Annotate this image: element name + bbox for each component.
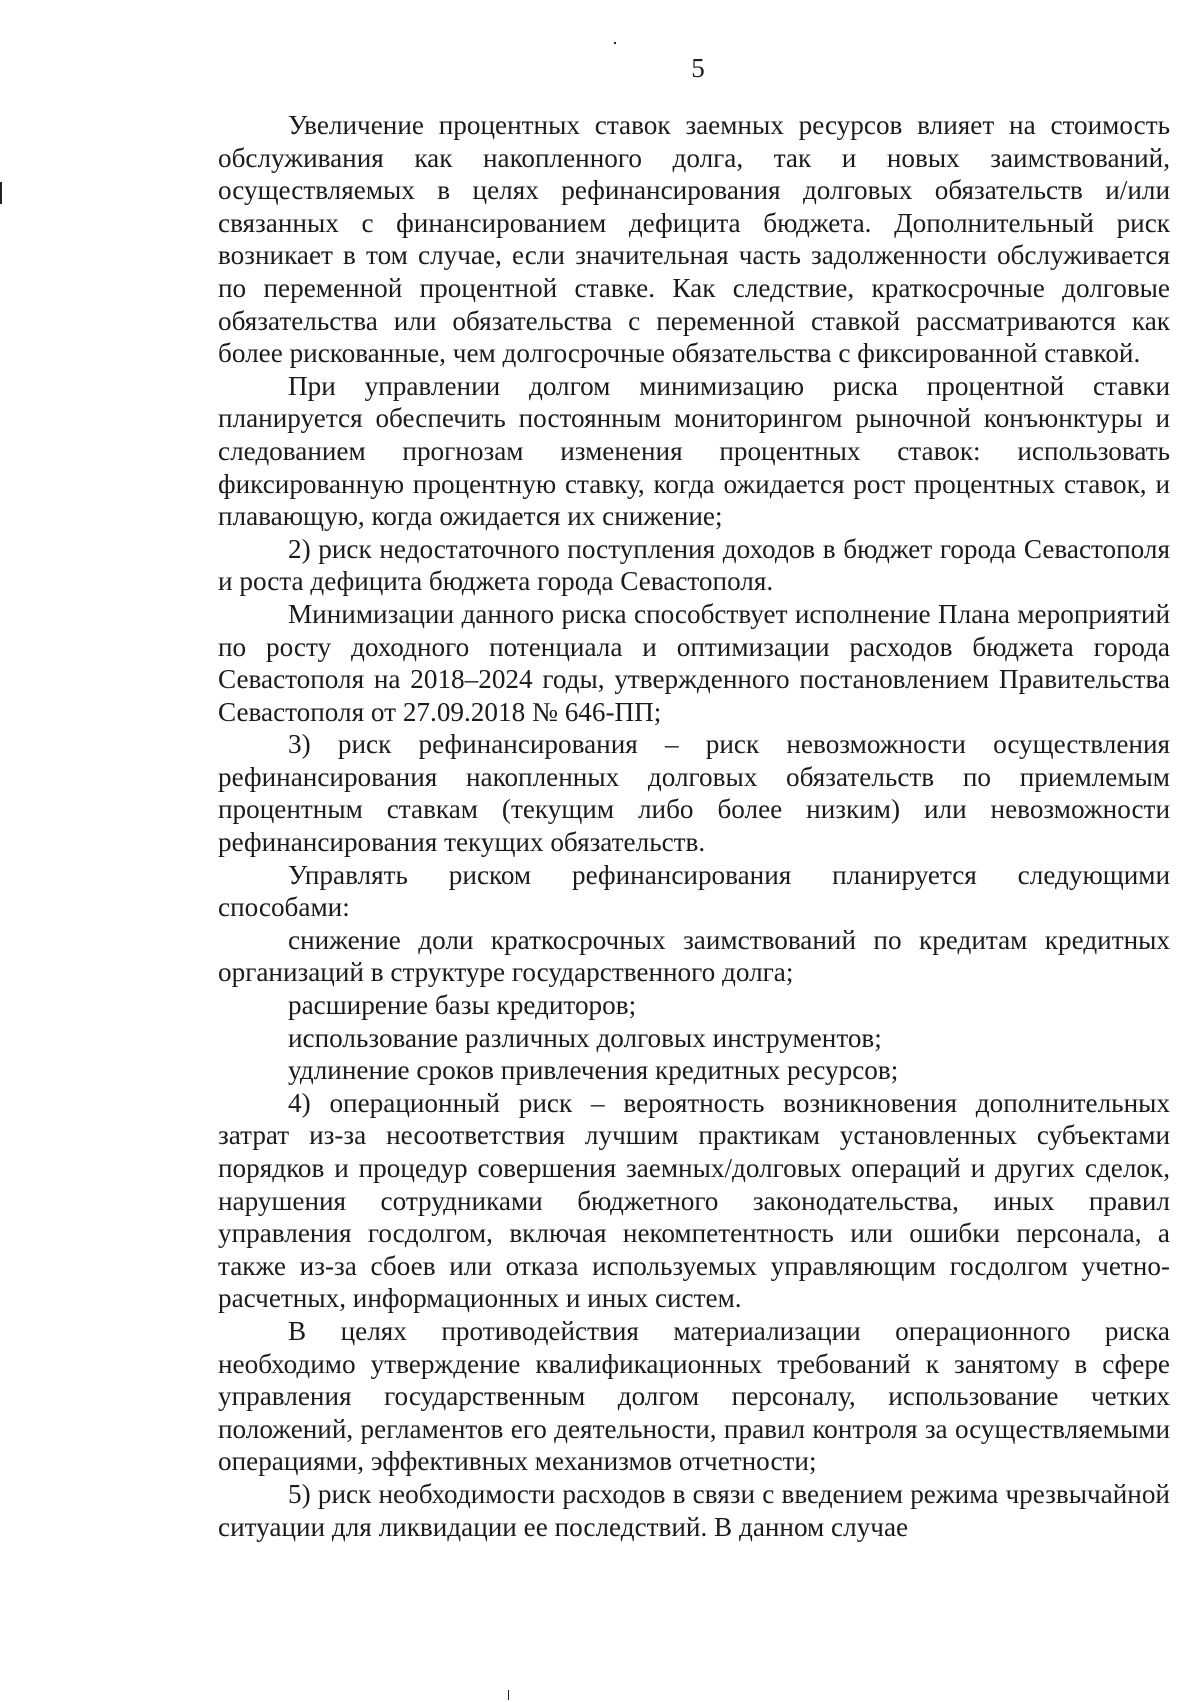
scan-mark-top <box>614 42 616 44</box>
list-item-debt-instruments: использование различных долговых инструментов; <box>288 1022 882 1053</box>
paragraph-refinancing-management: Управлять риском рефинансирования планируется следующими способами: <box>218 859 1170 923</box>
paragraph-operational-risk: 4) операционный риск – вероятность возникновения дополнительных затрат из-за несоответствия лучшим практикам установленных субъектами порядков и процедур совершения заемных/долговых операций и других сделок, нарушения сотрудниками бюджетного законодательства, иных правил управления госдолгом, включая некомпетентность или ошибки персонала, а также из-за сбоев или отказа используемых управляющим госдолгом учетно-расчетных, информационных и иных систем. <box>218 1087 1170 1314</box>
list-item-creditor-base: расширение базы кредиторов; <box>288 990 637 1021</box>
document-body <box>218 109 1170 1543</box>
page-number: 5 <box>691 53 705 83</box>
paragraph-revenue-risk-mitigation: Минимизации данного риска способствует исполнение Плана мероприятий по росту доходного потенциала и оптимизации расходов бюджета города Севастополя на 2018–2024 годы, утвержденного постановлением Правительства Севастополя от 27.09.2018 № 646-ПП; <box>218 598 1170 727</box>
paragraph-refinancing-risk: 3) риск рефинансирования – риск невозможности осуществления рефинансирования накопленных долговых обязательств по приемлемым процентным ставкам (текущим либо более низким) или невозможности рефинансирования текущих обязательств. <box>218 729 1170 858</box>
paragraph-interest-rate-increase: Увеличение процентных ставок заемных ресурсов влияет на стоимость обслуживания как накопленного долга, так и новых заимствований, осуществляемых в целях рефинансирования долговых обязательств и/или связанных с финансированием дефицита бюджета. Дополнительный риск возникает в том случае, если значительная часть задолженности обслуживается по переменной процентной ставке. Как следствие, краткосрочные долговые обязательства или обязательства с переменной ставкой рассматриваются как более рискованные, чем долгосрочные обязательства с фиксированной ставкой. <box>218 110 1170 369</box>
list-item-short-term-borrowing: снижение доли краткосрочных заимствований по кредитам кредитных организаций в структуре государственного долга; <box>218 924 1170 988</box>
paragraph-emergency-risk: 5) риск необходимости расходов в связи с введением режима чрезвычайной ситуации для ликвидации ее последствий. В данном случае <box>218 1478 1170 1542</box>
paragraph-revenue-risk: 2) риск недостаточного поступления доходов в бюджет города Севастополя и роста дефицита бюджета города Севастополя. <box>218 533 1170 597</box>
paragraph-operational-risk-mitigation: В целях противодействия материализации операционного риска необходимо утверждение квалификационных требований к занятому в сфере управления государственным долгом персоналу, использование четких положений, регламентов его деятельности, правил контроля за осуществляемыми операциями, эффективных механизмов отчетности; <box>218 1315 1170 1477</box>
scan-mark-bottom <box>508 1690 509 1700</box>
scan-mark-left <box>0 182 2 204</box>
paragraph-interest-rate-risk-management: При управлении долгом минимизацию риска процентной ставки планируется обеспечить постоянным мониторингом рыночной конъюнктуры и следованием прогнозам изменения процентных ставок: использовать фиксированную процентную ставку, когда ожидается рост процентных ставок, и плавающую, когда ожидается их снижение; <box>218 370 1170 532</box>
list-item-credit-terms: удлинение сроков привлечения кредитных ресурсов; <box>288 1055 899 1086</box>
